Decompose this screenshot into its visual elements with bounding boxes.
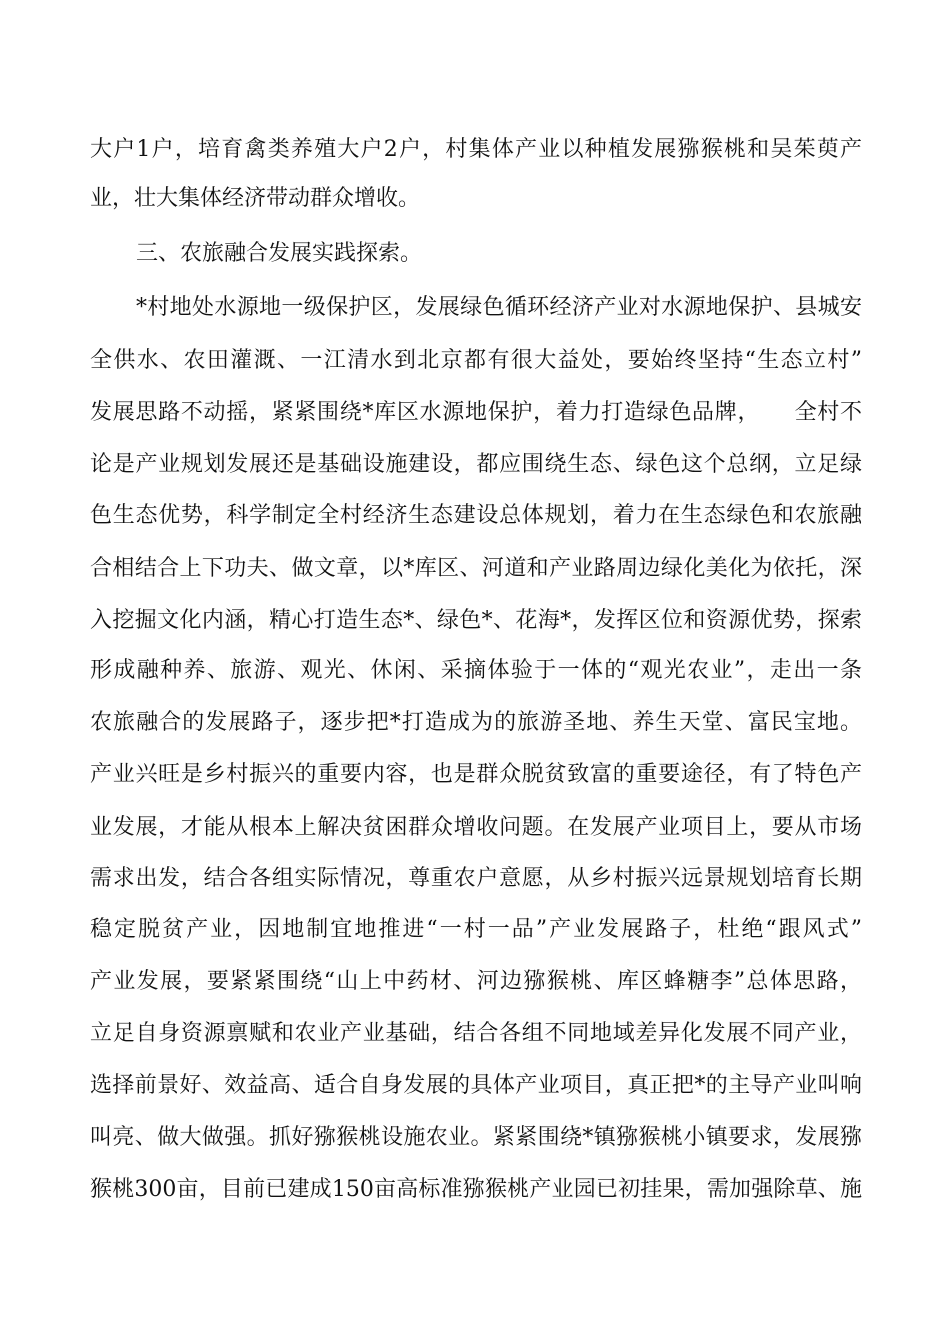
text-line: 选择前景好、效益高、适合自身发展的具体产业项目，真正把*的主导产业叫响 xyxy=(90,1073,862,1098)
text-line: *村地处水源地一级保护区，发展绿色循环经济产业对水源地保护、县城安 xyxy=(136,295,862,320)
section-heading: 三、农旅融合发展实践探索。 xyxy=(136,241,423,266)
text-line: 大户1户，培育禽类养殖大户2户，村集体产业以种植发展猕猴桃和吴茱萸产 xyxy=(90,137,862,162)
text-line: 叫亮、做大做强。抓好猕猴桃设施农业。紧紧围绕*镇猕猴桃小镇要求，发展猕 xyxy=(90,1125,862,1150)
text-line: 全供水、农田灌溉、一江清水到北京都有很大益处，要始终坚持“生态立村” xyxy=(90,348,862,373)
text-line: 色生态优势，科学制定全村经济生态建设总体规划，着力在生态绿色和农旅融 xyxy=(90,503,862,528)
text-line: 产业兴旺是乡村振兴的重要内容，也是群众脱贫致富的重要途径，有了特色产 xyxy=(90,762,862,787)
text-line: 农旅融合的发展路子，逐步把*打造成为的旅游圣地、养生天堂、富民宝地。 xyxy=(90,710,862,735)
text-line: 形成融种养、旅游、观光、休闲、采摘体验于一体的“观光农业”，走出一条 xyxy=(90,658,862,683)
text-line: 合相结合上下功夫、做文章，以*库区、河道和产业路周边绿化美化为依托，深 xyxy=(90,556,862,581)
text-line: 入挖掘文化内涵，精心打造生态*、绿色*、花海*，发挥区位和资源优势，探索 xyxy=(90,608,862,633)
text-line: 产业发展，要紧紧围绕“山上中药材、河边猕猴桃、库区蜂糖李”总体思路， xyxy=(90,969,862,994)
text-line: 业发展，才能从根本上解决贫困群众增收问题。在发展产业项目上，要从市场 xyxy=(90,815,862,840)
text-line: 猴桃300亩，目前已建成150亩高标准猕猴桃产业园已初挂果，需加强除草、施 xyxy=(90,1177,862,1202)
text-line: 立足自身资源禀赋和农业产业基础，结合各组不同地域差异化发展不同产业， xyxy=(90,1021,862,1046)
text-line: 论是产业规划发展还是基础设施建设，都应围绕生态、绿色这个总纲，立足绿 xyxy=(90,452,862,477)
text-line: 业，壮大集体经济带动群众增收。 xyxy=(90,186,421,211)
text-line: 发展思路不动摇，紧紧围绕*库区水源地保护，着力打造绿色品牌， 全村不 xyxy=(90,400,862,425)
text-line: 需求出发，结合各组实际情况，尊重农户意愿，从乡村振兴远景规划培育长期 xyxy=(90,866,862,891)
text-line: 稳定脱贫产业，因地制宜地推进“一村一品”产业发展路子，杜绝“跟风式” xyxy=(90,917,862,942)
